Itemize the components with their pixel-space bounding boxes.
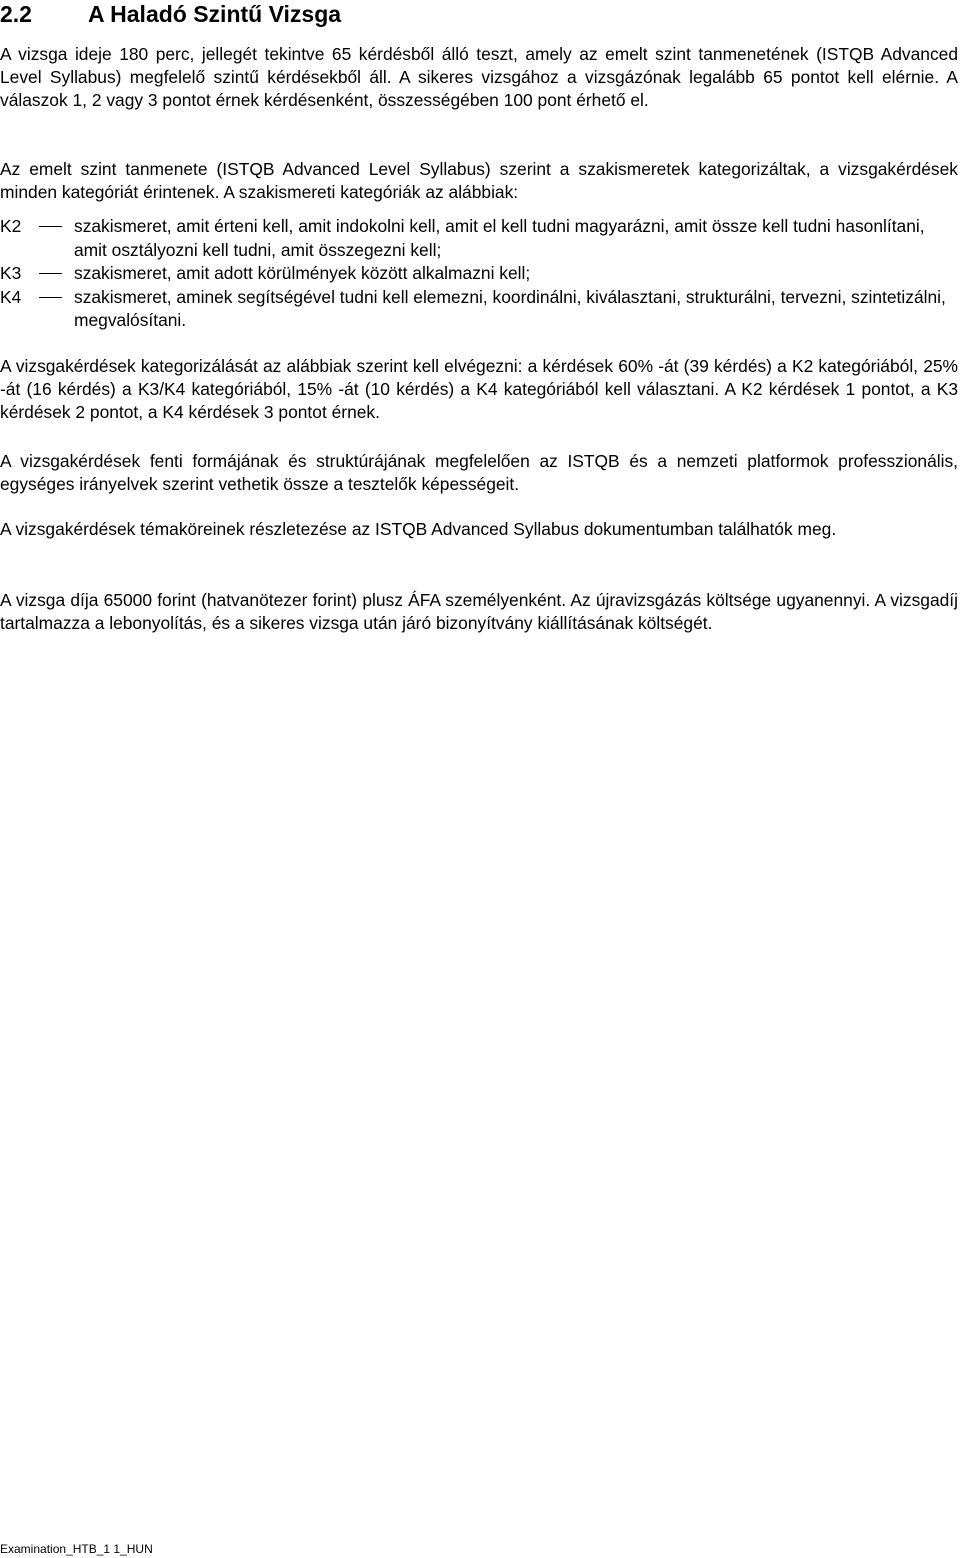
category-description: szakismeret, amit adott körülmények között alkalmazni kell; — [74, 263, 531, 283]
section-heading — [0, 0, 341, 28]
category-item-k4 — [0, 286, 958, 333]
category-code: K2 — [0, 216, 22, 236]
section-title: A Haladó Szintű Vizsga — [88, 1, 342, 27]
dash-separator — [39, 273, 62, 274]
categorization-paragraph: A vizsgakérdések kategorizálását az alábbiak szerint kell elvégezni: a kérdések 60% -át (39 kérdés) a K2 kategóriából, 25% -át (16 kérdés) a K3/K4 kategóriából, 15% -át (10 kérdés) a K4 kategóriából kell választani. A K2 kérdések 1 pontot, a K3 kérdések 2 pontot, a K4 kérdések 3 pontot érnek. — [0, 356, 958, 422]
fee-paragraph: A vizsga díja 65000 forint (hatvanötezer forint) plusz ÁFA személyenként. Az újravizsgázás költsége ugyanennyi. A vizsgadíj tartalmazza a lebonyolítás, és a sikeres vizsga után járó bizonyítvány kiállításának költségét. — [0, 590, 958, 633]
section-number: 2.2 — [0, 1, 32, 27]
category-code: K3 — [0, 263, 22, 283]
comparison-paragraph: A vizsgakérdések fenti formájának és struktúrájának megfelelően az ISTQB és a nemzeti platformok professzionális, egységes irányelvek szerint vethetik össze a tesztelők képességeit. — [0, 451, 958, 494]
page-footer: Examination_HTB_1 1_HUN — [0, 1542, 153, 1556]
category-description: szakismeret, amit érteni kell, amit indokolni kell, amit el kell tudni magyarázni, amit össze kell tudni hasonlítani, amit osztályozni kell tudni, amit összegezni kell; — [74, 216, 925, 260]
categories-intro-paragraph: Az emelt szint tanmenete (ISTQB Advanced Level Syllabus) szerint a szakismeretek kategorizáltak, a vizsgakérdések minden kategóriát érintenek. A szakismereti kategóriák az alábbiak: — [0, 159, 958, 202]
dash-separator — [39, 297, 62, 298]
syllabus-paragraph: A vizsgakérdések témaköreinek részletezése az ISTQB Advanced Syllabus dokumentumban találhatók meg. — [0, 519, 837, 539]
dash-separator — [39, 226, 62, 227]
category-description: szakismeret, aminek segítségével tudni kell elemezni, koordinálni, kiválasztani, strukturálni, tervezni, szintetizálni, megvalósítani. — [74, 286, 946, 330]
category-item-k3 — [0, 262, 958, 286]
category-list — [0, 215, 958, 333]
intro-paragraph: A vizsga ideje 180 perc, jellegét tekintve 65 kérdésből álló teszt, amely az emelt szint tanmenetének (ISTQB Advanced Level Syllabus) megfelelő szintű kérdésekből áll. A sikeres vizsgához a vizsgázónak legalább 65 pontot kell elérnie. A válaszok 1, 2 vagy 3 pontot érnek kérdésenként, összességében 100 pont érhető el. — [0, 44, 958, 110]
category-code: K4 — [0, 286, 22, 307]
category-item-k2 — [0, 215, 958, 262]
